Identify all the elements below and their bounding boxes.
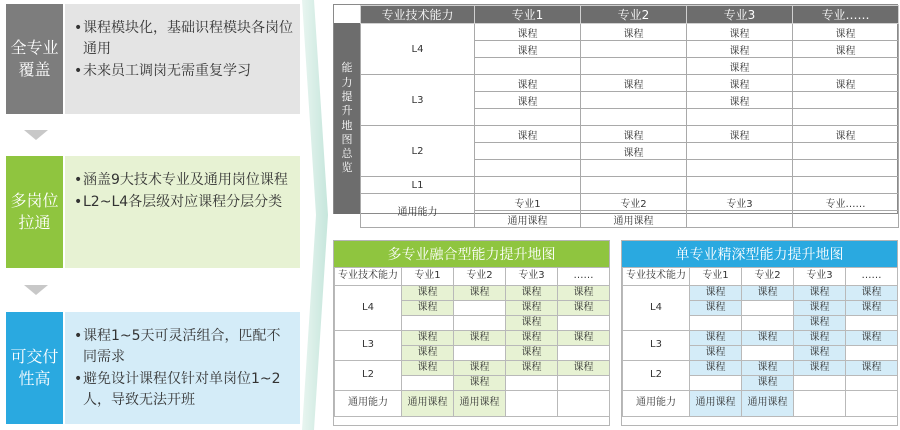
table-cell xyxy=(558,346,610,361)
feature-full-coverage xyxy=(6,4,300,114)
table-cell: 课程 xyxy=(690,331,742,346)
table-cell: 课程 xyxy=(794,286,846,301)
table-cell: 课程 xyxy=(742,286,794,301)
table-cell xyxy=(475,177,581,194)
single-discipline-map xyxy=(621,240,898,426)
table-cell: 课程 xyxy=(506,286,558,301)
level-cell: L2 xyxy=(335,361,402,391)
table-cell: 通用课程 xyxy=(581,211,687,228)
table-cell: 课程 xyxy=(581,126,687,143)
table-cell: 课程 xyxy=(558,286,610,301)
table-cell xyxy=(402,376,454,391)
feature-bullet: • 课程1~5天可灵活组合，匹配不同需求 xyxy=(75,326,294,368)
table-cell: 课程 xyxy=(475,92,581,109)
table-row xyxy=(335,286,610,301)
table-cell: 课程 xyxy=(454,286,506,301)
table-cell xyxy=(475,58,581,75)
level-cell: L3 xyxy=(623,331,690,361)
table-cell: 课程 xyxy=(558,301,610,316)
feature-panel xyxy=(0,0,302,430)
table-cell: 课程 xyxy=(846,331,898,346)
table-cell: 课程 xyxy=(402,286,454,301)
table-cell: 课程 xyxy=(793,75,899,92)
table-row xyxy=(361,24,899,41)
table-cell: 课程 xyxy=(581,24,687,41)
table-cell xyxy=(581,160,687,177)
header-cell: 专业1 xyxy=(402,268,454,286)
level-cell: L4 xyxy=(623,286,690,331)
table-cell xyxy=(687,160,793,177)
level-cell: 通用能力 xyxy=(361,194,475,228)
table-cell: 课程 xyxy=(690,301,742,316)
table-cell: 课程 xyxy=(402,361,454,376)
table-cell: 课程 xyxy=(402,346,454,361)
table-cell xyxy=(402,316,454,331)
table-cell xyxy=(558,316,610,331)
level-cell: L3 xyxy=(361,75,475,126)
capability-overview-map xyxy=(333,4,898,227)
table-cell: 课程 xyxy=(506,346,558,361)
header-cell: 专业1 xyxy=(690,268,742,286)
table-cell xyxy=(793,160,899,177)
table-header-row xyxy=(335,268,610,286)
table-cell: 课程 xyxy=(794,331,846,346)
table-cell xyxy=(581,41,687,58)
table-cell xyxy=(687,211,793,228)
header-cell: 专业3 xyxy=(794,268,846,286)
feature-label: 可交付性高 xyxy=(6,312,63,424)
table-cell xyxy=(742,346,794,361)
table-cell: 课程 xyxy=(558,331,610,346)
table-cell: 课程 xyxy=(687,126,793,143)
table-row xyxy=(335,331,610,346)
header-cell: 专业3 xyxy=(506,268,558,286)
table-cell: 通用课程 xyxy=(402,391,454,417)
chevron-right-icon xyxy=(300,0,330,430)
level-cell: 通用能力 xyxy=(623,391,690,417)
table-row xyxy=(361,177,899,194)
table-cell xyxy=(793,58,899,75)
header-cell: 专业1 xyxy=(475,6,581,24)
table-cell: 课程 xyxy=(846,301,898,316)
table-cell xyxy=(454,316,506,331)
table-cell xyxy=(793,109,899,126)
single-map-table xyxy=(622,267,898,417)
table-header-row xyxy=(361,6,899,24)
header-cell: 专业技术能力 xyxy=(361,6,475,24)
table-row xyxy=(623,361,898,376)
feature-label: 多岗位拉通 xyxy=(6,156,63,268)
table-cell xyxy=(846,376,898,391)
table-cell: 课程 xyxy=(687,58,793,75)
table-row xyxy=(361,126,899,143)
table-cell: 课程 xyxy=(742,361,794,376)
table-cell xyxy=(687,109,793,126)
table-cell: 课程 xyxy=(687,24,793,41)
table-cell: 课程 xyxy=(794,346,846,361)
down-arrow-icon xyxy=(24,130,48,140)
table-cell: 专业3 xyxy=(687,194,793,211)
map-title: 单专业精深型能力提升地图 xyxy=(622,241,897,267)
table-cell xyxy=(475,160,581,177)
table-cell: 专业2 xyxy=(581,194,687,211)
table-cell: 课程 xyxy=(454,376,506,391)
table-cell xyxy=(581,109,687,126)
table-cell: 课程 xyxy=(794,301,846,316)
table-cell xyxy=(475,109,581,126)
table-row xyxy=(623,391,898,417)
header-cell: 专业…… xyxy=(793,6,899,24)
header-cell: 专业2 xyxy=(742,268,794,286)
table-cell xyxy=(687,143,793,160)
feature-bullet: • L2~L4各层级对应课程分层分类 xyxy=(75,192,294,213)
feature-bullet: • 课程模块化，基础识程模块各岗位通用 xyxy=(75,18,294,60)
table-cell: 课程 xyxy=(846,361,898,376)
table-cell xyxy=(742,316,794,331)
table-cell: 课程 xyxy=(687,41,793,58)
table-cell xyxy=(687,177,793,194)
table-cell: 课程 xyxy=(581,143,687,160)
table-cell xyxy=(581,92,687,109)
table-cell: 课程 xyxy=(581,75,687,92)
multi-discipline-map xyxy=(333,240,610,426)
table-cell: 课程 xyxy=(475,24,581,41)
table-cell xyxy=(794,376,846,391)
table-cell xyxy=(690,376,742,391)
table-cell: 课程 xyxy=(742,376,794,391)
table-cell xyxy=(581,177,687,194)
table-cell xyxy=(793,92,899,109)
header-cell: …… xyxy=(846,268,898,286)
table-cell: 课程 xyxy=(687,92,793,109)
table-cell xyxy=(558,376,610,391)
level-cell: L1 xyxy=(361,177,475,194)
table-cell xyxy=(793,143,899,160)
table-cell: 课程 xyxy=(687,75,793,92)
table-cell xyxy=(794,391,846,417)
table-cell: 课程 xyxy=(475,126,581,143)
overview-side-title: 能 力 提 升 地 图 总 览 xyxy=(334,23,360,214)
table-cell xyxy=(454,301,506,316)
table-cell: 专业…… xyxy=(793,194,899,211)
table-cell xyxy=(846,391,898,417)
table-cell: 课程 xyxy=(402,301,454,316)
multi-map-table xyxy=(334,267,610,417)
level-cell: L3 xyxy=(335,331,402,361)
table-row xyxy=(623,331,898,346)
table-cell: 课程 xyxy=(690,346,742,361)
header-cell: 专业2 xyxy=(581,6,687,24)
table-cell xyxy=(454,346,506,361)
level-cell: 通用能力 xyxy=(335,391,402,417)
level-cell: L2 xyxy=(623,361,690,391)
table-cell: 专业1 xyxy=(475,194,581,211)
table-cell xyxy=(506,391,558,417)
feature-multi-post xyxy=(6,156,300,268)
feature-bullet: • 避免设计课程仅针对单岗位1~2人，导致无法开班 xyxy=(75,369,294,411)
table-cell xyxy=(846,316,898,331)
level-cell: L4 xyxy=(335,286,402,331)
header-cell: 专业技术能力 xyxy=(623,268,690,286)
table-cell: 课程 xyxy=(793,24,899,41)
table-cell: 课程 xyxy=(506,301,558,316)
table-cell: 课程 xyxy=(402,331,454,346)
feature-bullet: • 涵盖9大技术专业及通用岗位课程 xyxy=(75,170,294,191)
table-cell xyxy=(793,211,899,228)
table-cell xyxy=(581,58,687,75)
table-cell: 通用课程 xyxy=(742,391,794,417)
feature-body xyxy=(65,156,300,268)
table-row xyxy=(361,194,899,211)
feature-body xyxy=(65,4,300,114)
table-cell: 课程 xyxy=(475,75,581,92)
table-row xyxy=(623,286,898,301)
level-cell: L2 xyxy=(361,126,475,177)
table-cell: 课程 xyxy=(558,361,610,376)
table-cell: 通用课程 xyxy=(690,391,742,417)
table-cell: 课程 xyxy=(793,126,899,143)
map-title: 多专业融合型能力提升地图 xyxy=(334,241,609,267)
table-cell xyxy=(475,143,581,160)
table-cell: 通用课程 xyxy=(454,391,506,417)
level-cell: L4 xyxy=(361,24,475,75)
table-cell xyxy=(506,376,558,391)
table-row xyxy=(361,75,899,92)
feature-label: 全专业覆盖 xyxy=(6,4,63,114)
down-arrow-icon xyxy=(24,285,48,295)
table-cell: 课程 xyxy=(506,316,558,331)
feature-bullet: • 未来员工调岗无需重复学习 xyxy=(75,61,294,82)
header-cell: 专业3 xyxy=(687,6,793,24)
table-cell: 通用课程 xyxy=(475,211,581,228)
table-cell: 课程 xyxy=(793,41,899,58)
table-cell: 课程 xyxy=(794,316,846,331)
table-cell xyxy=(690,316,742,331)
table-cell: 课程 xyxy=(454,331,506,346)
table-cell: 课程 xyxy=(506,331,558,346)
table-row xyxy=(335,391,610,417)
header-cell: 专业2 xyxy=(454,268,506,286)
table-cell: 课程 xyxy=(742,331,794,346)
table-cell: 课程 xyxy=(475,41,581,58)
header-cell: …… xyxy=(558,268,610,286)
table-cell xyxy=(558,391,610,417)
overview-table xyxy=(360,5,899,228)
table-header-row xyxy=(623,268,898,286)
feature-deliverable xyxy=(6,312,300,424)
table-cell xyxy=(846,346,898,361)
header-cell: 专业技术能力 xyxy=(335,268,402,286)
table-cell xyxy=(793,177,899,194)
table-cell: 课程 xyxy=(690,286,742,301)
table-cell: 课程 xyxy=(794,361,846,376)
table-cell: 课程 xyxy=(454,361,506,376)
table-cell xyxy=(742,301,794,316)
table-cell: 课程 xyxy=(506,361,558,376)
table-cell: 课程 xyxy=(690,361,742,376)
table-cell: 课程 xyxy=(846,286,898,301)
table-row xyxy=(335,361,610,376)
feature-body xyxy=(65,312,300,424)
